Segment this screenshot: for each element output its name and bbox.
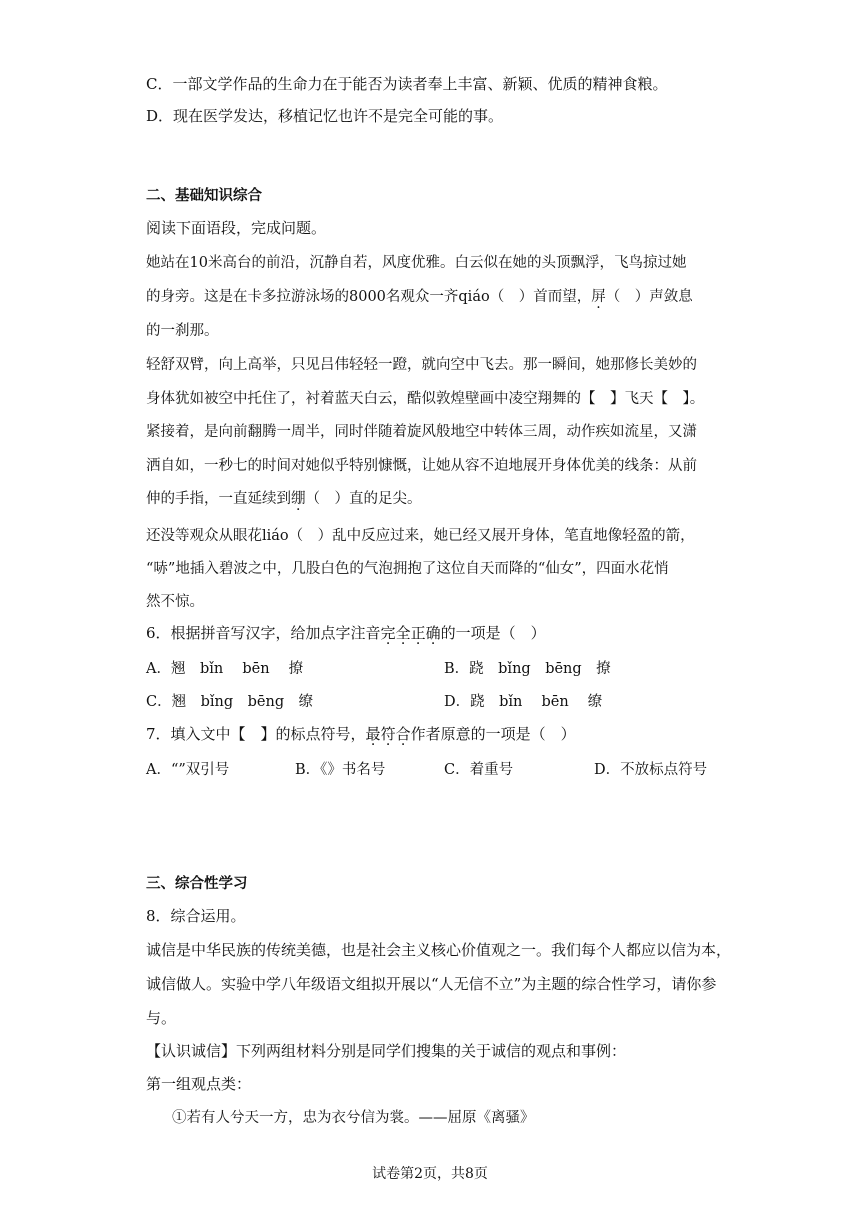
question-text: 6．根据拼音写汉字，给加点字注音 — [146, 624, 381, 642]
paragraph-line: 【认识诚信】下列两组材料分别是同学们搜集的关于诚信的观点和事例： — [146, 1042, 627, 1060]
question-7 — [146, 724, 576, 744]
instruction: 阅读下面语段，完成问题。 — [146, 219, 327, 237]
quote-line: ①若有人兮天一方，忠为衣兮信为裳。——屈原《离骚》 — [172, 1110, 535, 1126]
q7-option-c[interactable]: C．着重号 — [444, 762, 514, 778]
q6-option-b[interactable]: B．跷 bǐng bēng 撩 — [444, 661, 611, 677]
passage-line: 轻舒双臂，向上高举，只见吕伟轻轻一蹬，就向空中飞去。那一瞬间，她那修长美妙的 — [146, 357, 697, 373]
page-footer: 试卷第2页，共8页 — [372, 1166, 488, 1182]
option-d: D．现在医学发达，移植记忆也许不是完全可能的事。 — [146, 107, 504, 125]
question-6 — [146, 623, 546, 643]
dotted-char: 最 — [365, 725, 381, 743]
passage-line: 紧接着，是向前翻腾一周半，同时伴随着旋风般地空中转体三周，动作疾如流星，又潇 — [146, 424, 697, 440]
passage-line: 身体犹如被空中托住了，衬着蓝天白云，酷似敦煌壁画中凌空翔舞的【 】飞天【 】。 — [146, 391, 705, 407]
q6-option-c[interactable]: C．翘 bǐng bēng 缭 — [146, 694, 314, 710]
passage-text: （ ）声敛息 — [605, 289, 693, 305]
question-8: 8．综合运用。 — [146, 907, 246, 925]
passage-line — [146, 287, 693, 307]
paragraph-line: 诚信做人。实验中学八年级语文组拟开展以“人无信不立”为主题的综合性学习，请你参 — [146, 975, 717, 993]
passage-line: 还没等观众从眼花liáo（ ）乱中反应过来，她已经又展开身体，笔直地像轻盈的箭， — [146, 528, 695, 544]
section-heading: 二、基础知识综合 — [146, 188, 262, 204]
dotted-char: 符 — [380, 725, 396, 743]
paragraph-line: 与。 — [146, 1009, 177, 1027]
dotted-char: 正 — [410, 624, 426, 642]
dotted-char: 确 — [425, 624, 441, 642]
section-heading: 三、综合性学习 — [146, 876, 248, 892]
dotted-char: 合 — [395, 725, 411, 743]
q7-option-d[interactable]: D．不放标点符号 — [594, 762, 708, 778]
passage-line: “哧”地插入碧波之中，几股白色的气泡拥抱了这位自天而降的“仙女”，四面水花悄 — [146, 561, 669, 577]
passage-line: 的一刹那。 — [146, 323, 219, 339]
q7-option-b[interactable]: B．《》书名号 — [295, 762, 386, 778]
passage-text: 伸的手指，一直延续到 — [146, 491, 291, 507]
passage-text: （ ）直的足尖。 — [305, 491, 422, 507]
group-label: 第一组观点类： — [146, 1075, 252, 1093]
dotted-char: 屏 — [591, 289, 606, 305]
dotted-char: 全 — [395, 624, 411, 642]
q6-option-a[interactable]: A．翘 bǐn bēn 撩 — [146, 661, 304, 677]
passage-line — [146, 489, 422, 509]
passage-line: 她站在10米高台的前沿，沉静自若，风度优雅。白云似在她的头顶飘浮，飞鸟掠过她 — [146, 255, 687, 271]
paragraph-line: 诚信是中华民族的传统美德，也是社会主义核心价值观之一。我们每个人都应以信为本， — [146, 941, 732, 959]
passage-line: 然不惊。 — [146, 594, 204, 610]
dotted-char: 完 — [380, 624, 396, 642]
passage-line: 洒自如，一秒七的时间对她似乎特别慷慨，让她从容不迫地展开身体优美的线条：从前 — [146, 458, 697, 474]
question-text: 作者原意的一项是（ ） — [410, 725, 576, 743]
passage-text: 的身旁。这是在卡多拉游泳场的8000名观众一齐qiáo（ ）首而望， — [146, 289, 592, 305]
q7-option-a[interactable]: A．“”双引号 — [146, 762, 230, 778]
question-text: 7．填入文中【 】的标点符号， — [146, 725, 366, 743]
q6-option-d[interactable]: D．跷 bǐn bēn 缭 — [444, 694, 603, 710]
dotted-char: 绷 — [291, 491, 306, 507]
option-c: C．一部文学作品的生命力在于能否为读者奉上丰富、新颖、优质的精神食粮。 — [146, 75, 668, 93]
question-text: 的一项是（ ） — [440, 624, 546, 642]
